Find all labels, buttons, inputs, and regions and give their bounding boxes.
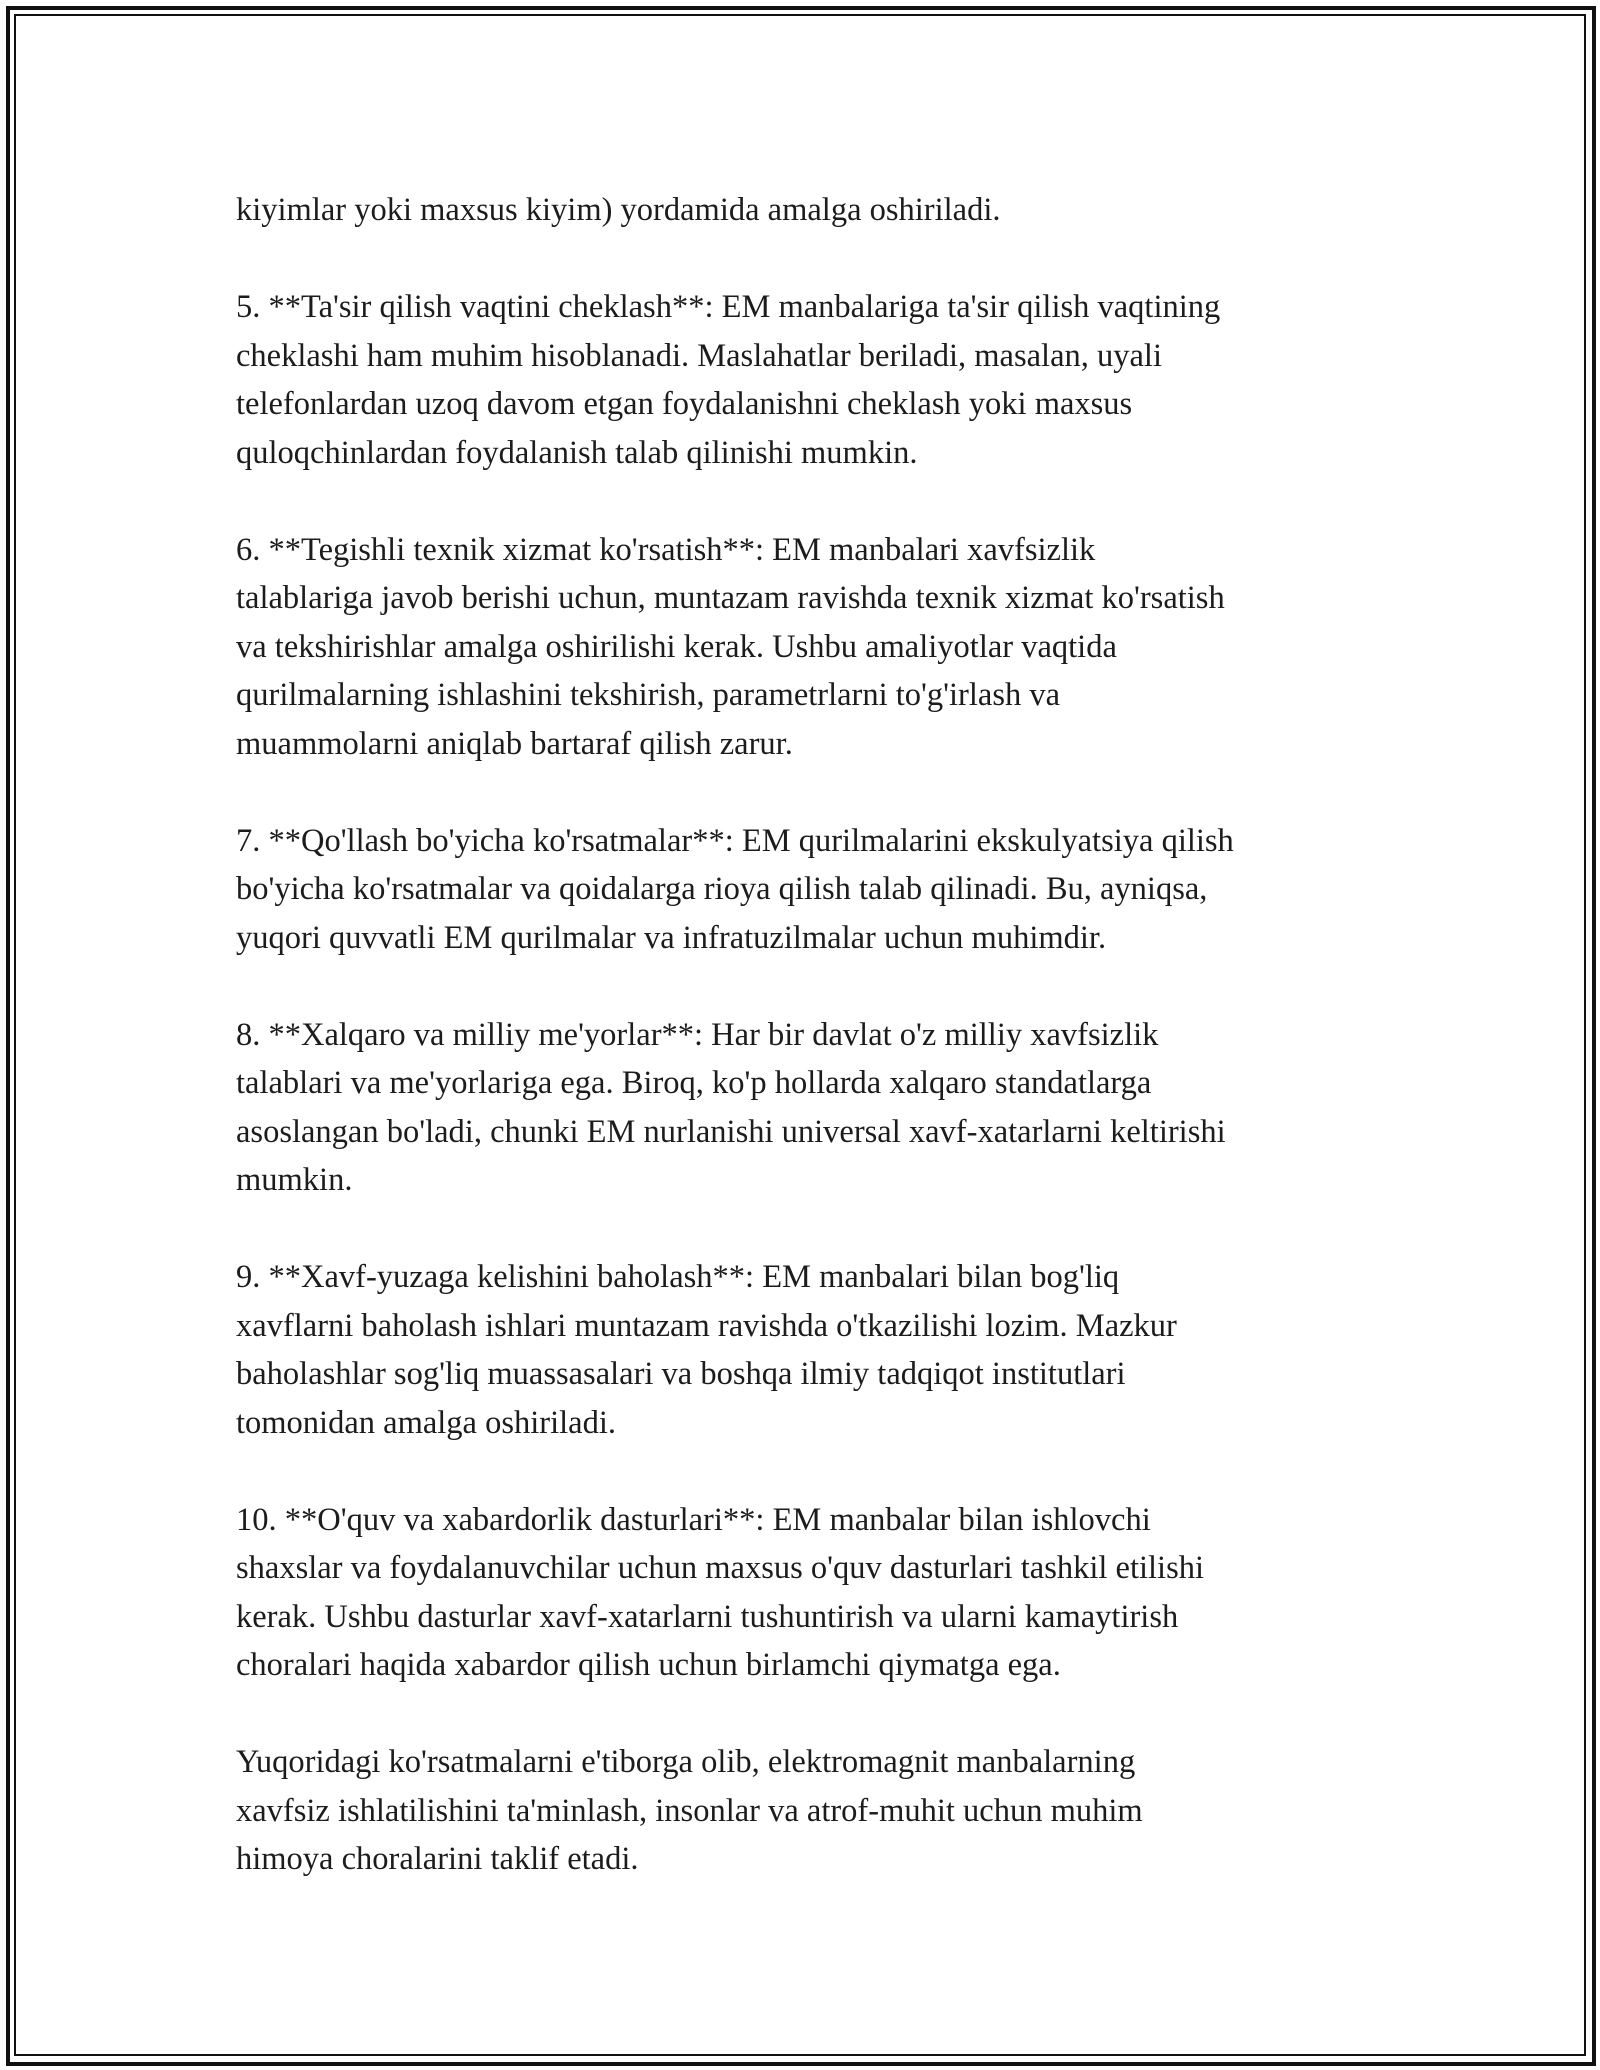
list-item-10: 10. **O'quv va xabardorlik dasturlari**: EM manbalar bilan ishlovchi shaxslar va foydalanuvchilar uchun maxsus o'quv dasturlari tashkil etilishi kerak. Ushbu dasturlar xavf-xatarlarni tushuntirish va ularni kamaytirish choralari haqida xabardor qilish uchun birlamchi qiymatga ega. [236,1501,1205,1683]
list-item-7: 7. **Qo'llash bo'yicha ko'rsatmalar**: EM qurilmalarini ekskulyatsiya qilish bo'yicha ko'rsatmalar va qoidalarga rioya qilish talab qilinadi. Bu, ayniqsa, yuqori quvvatli EM qurilmalar va infratuzilmalar uchun muhimdir. [236,822,1234,956]
paragraph-continuation: kiyimlar yoki maxsus kiyim) yordamida amalga oshiriladi. [236,192,1001,228]
document-body [236,186,1386,1884]
list-item-8: 8. **Xalqaro va milliy me'yorlar**: Har bir davlat o'z milliy xavfsizlik talablari va me'yorlariga ega. Biroq, ko'p hollarda xalqaro standatlarga asoslangan bo'ladi, chunki EM nurlanishi universal xavf-xatarlarni keltirishi mumkin. [236,1016,1226,1198]
conclusion-paragraph: Yuqoridagi ko'rsatmalarni e'tiborga olib, elektromagnit manbalarning xavfsiz ishlatilishini ta'minlash, insonlar va atrof-muhit uchun muhim himoya choralarini taklif etadi. [236,1744,1143,1877]
list-item-9: 9. **Xavf-yuzaga kelishini baholash**: EM manbalari bilan bog'liq xavflarni baholash ishlari muntazam ravishda o'tkazilishi lozim. Mazkur baholashlar sog'liq muassasalari va boshqa ilmiy tadqiqot institutlari tomonidan amalga oshiriladi. [236,1259,1177,1441]
list-item-5: 5. **Ta'sir qilish vaqtini cheklash**: EM manbalariga ta'sir qilish vaqtining cheklashi ham muhim hisoblanadi. Maslahatlar beriladi, masalan, uyali telefonlardan uzoq davom etgan foydalanishni cheklash yoki maxsus quloqchinlardan foydalanish talab qilinishi mumkin. [236,289,1221,471]
list-item-6: 6. **Tegishli texnik xizmat ko'rsatish**: EM manbalari xavfsizlik talablariga javob berishi uchun, muntazam ravishda texnik xizmat ko'rsatish va tekshirishlar amalga oshirilishi kerak. Ushbu amaliyotlar vaqtida qurilmalarning ishlashini tekshirish, parametrlarni to'g'irlash va muammolarni aniqlab bartaraf qilish zarur. [236,531,1225,762]
